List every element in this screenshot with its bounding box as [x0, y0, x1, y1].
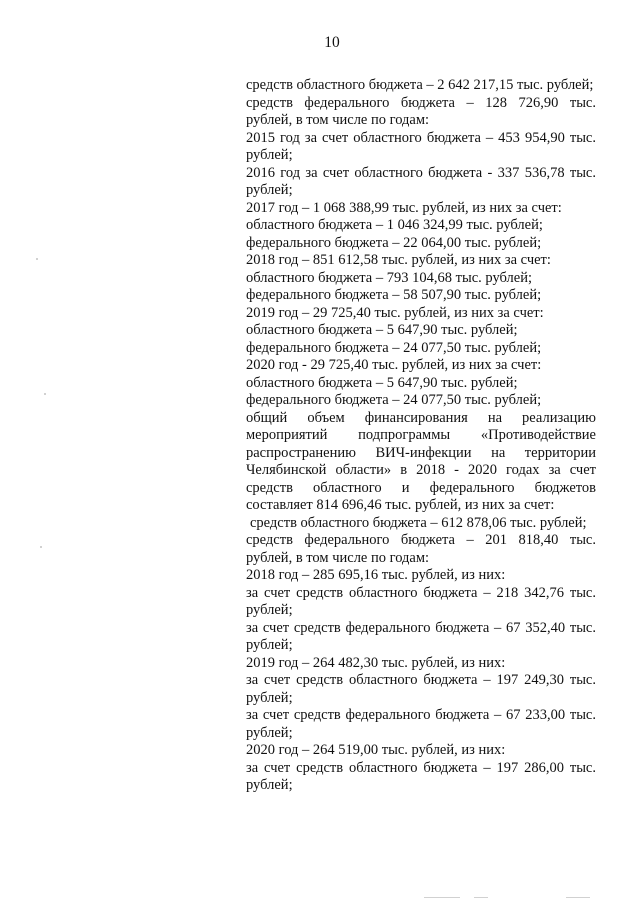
paragraph: средств федерального бюджета – 128 726,90 тыс. рублей, в том числе по годам: — [246, 94, 596, 128]
paragraph: 2018 год – 851 612,58 тыс. рублей, из них за счет: — [246, 252, 551, 268]
paragraph: областного бюджета – 5 647,90 тыс. рублей; — [246, 322, 518, 338]
paragraph: 2018 год – 285 695,16 тыс. рублей, из них: — [246, 567, 506, 583]
paragraph: федерального бюджета – 24 077,50 тыс. рублей; — [246, 339, 542, 356]
paragraph: областного бюджета – 1 046 324,99 тыс. рублей; — [246, 217, 543, 233]
scan-artifact — [474, 897, 488, 898]
scan-artifact — [36, 258, 38, 260]
paragraph: 2015 год за счет областного бюджета – 453 954,90 тыс. рублей; — [246, 129, 596, 163]
document-body — [246, 77, 596, 795]
paragraph: средств областного бюджета – 612 878,06 тыс. рублей; — [250, 514, 587, 531]
scan-artifact — [44, 393, 46, 395]
paragraph: за счет средств областного бюджета – 197 286,00 тыс. рублей; — [246, 759, 596, 793]
paragraph: за счет средств федерального бюджета – 67 352,40 тыс. рублей; — [246, 619, 596, 653]
paragraph: федерального бюджета – 58 507,90 тыс. рублей; — [246, 287, 542, 303]
paragraph: средств федерального бюджета – 201 818,40 тыс. рублей, в том числе по годам: — [246, 532, 596, 566]
paragraph: 2019 год – 29 725,40 тыс. рублей, из них за счет: — [246, 304, 544, 321]
paragraph: средств областного бюджета – 2 642 217,15 тыс. рублей; — [246, 77, 594, 93]
paragraph: 2020 год – 264 519,00 тыс. рублей, из них: — [246, 742, 506, 758]
paragraph: 2017 год – 1 068 388,99 тыс. рублей, из них за счет: — [246, 199, 562, 216]
scan-artifact — [424, 897, 460, 898]
scan-artifact — [566, 897, 590, 898]
paragraph: федерального бюджета – 24 077,50 тыс. рублей; — [246, 392, 542, 408]
paragraph: общий объем финансирования на реализацию мероприятий подпрограммы «Противодействие распространению ВИЧ-инфекции на территории Челябинской области» в 2018 - 2020 годах за счет средств областного и федерального бюджетов составляет 814 696,46 тыс. рублей, из них за счет: — [246, 409, 596, 513]
paragraph: областного бюджета – 793 104,68 тыс. рублей; — [246, 269, 532, 286]
paragraph: федерального бюджета – 22 064,00 тыс. рублей; — [246, 234, 542, 251]
paragraph: за счет средств областного бюджета – 197 249,30 тыс. рублей; — [246, 672, 596, 706]
paragraph: 2020 год - 29 725,40 тыс. рублей, из них за счет: — [246, 357, 542, 373]
paragraph: за счет средств областного бюджета – 218 342,76 тыс. рублей; — [246, 584, 596, 618]
paragraph: областного бюджета – 5 647,90 тыс. рублей; — [246, 374, 518, 391]
paragraph: 2016 год за счет областного бюджета - 337 536,78 тыс. рублей; — [246, 164, 596, 198]
paragraph: 2019 год – 264 482,30 тыс. рублей, из них: — [246, 654, 506, 671]
page-number: 10 — [324, 34, 340, 51]
scan-artifact — [40, 546, 42, 548]
paragraph: за счет средств федерального бюджета – 67 233,00 тыс. рублей; — [246, 707, 596, 741]
